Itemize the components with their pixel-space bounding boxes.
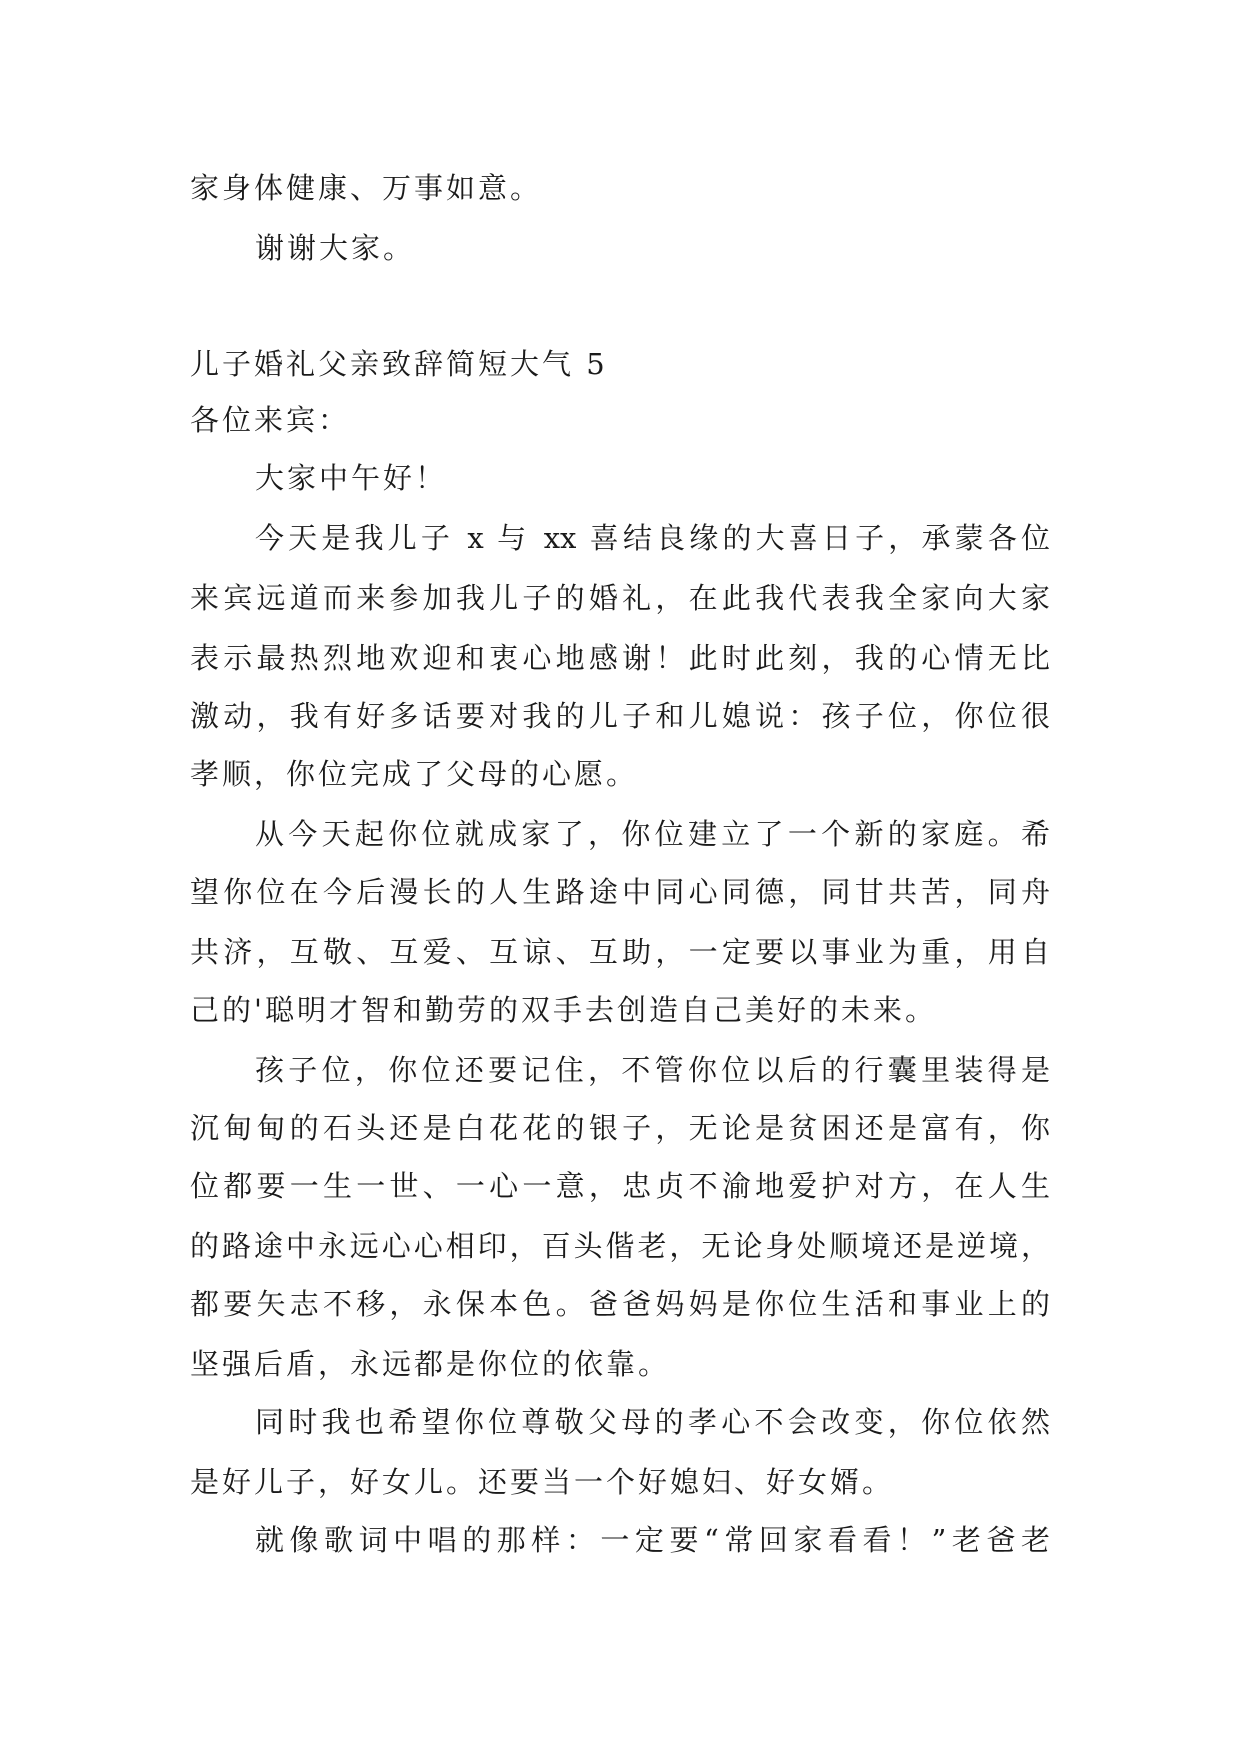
text-line: 激动，我有好多话要对我的儿子和儿媳说：孩子位，你位很 — [190, 699, 1050, 733]
text-line: 孩子位，你位还要记住，不管你位以后的行囊里装得是 — [255, 1053, 1050, 1087]
text-line: 今天是我儿子 x 与 xx 喜结良缘的大喜日子，承蒙各位 — [255, 521, 1050, 555]
text-line: 就像歌词中唱的那样：一定要“常回家看看！”老爸老 — [255, 1523, 1050, 1557]
text-line: 位都要一生一世、一心一意，忠贞不渝地爱护对方，在人生 — [190, 1169, 1050, 1203]
text-line: 谢谢大家。 — [255, 231, 416, 265]
text-line: 坚强后盾，永远都是你位的依靠。 — [190, 1347, 671, 1381]
text-line: 表示最热烈地欢迎和衷心地感谢！此时此刻，我的心情无比 — [190, 641, 1050, 675]
text-line: 共济，互敬、互爱、互谅、互助，一定要以事业为重，用自 — [190, 935, 1050, 969]
text-line: 望你位在今后漫长的人生路途中同心同德，同甘共苦，同舟 — [190, 875, 1050, 909]
text-line: 同时我也希望你位尊敬父母的孝心不会改变，你位依然 — [255, 1405, 1050, 1439]
text-line: 孝顺，你位完成了父母的心愿。 — [190, 757, 639, 791]
text-line: 己的'聪明才智和勤劳的双手去创造自己美好的未来。 — [190, 993, 937, 1027]
text-line: 从今天起你位就成家了，你位建立了一个新的家庭。希 — [255, 817, 1050, 851]
text-line: 沉甸甸的石头还是白花花的银子，无论是贫困还是富有，你 — [190, 1111, 1050, 1145]
text-line: 来宾远道而来参加我儿子的婚礼，在此我代表我全家向大家 — [190, 581, 1050, 615]
text-line: 大家中午好！ — [255, 461, 448, 495]
text-line: 家身体健康、万事如意。 — [190, 171, 543, 205]
text-line: 都要矢志不移，永保本色。爸爸妈妈是你位生活和事业上的 — [190, 1287, 1050, 1321]
text-line: 的路途中永远心心相印，百头偕老，无论身处顺境还是逆境， — [190, 1229, 1050, 1263]
text-line: 是好儿子，好女儿。还要当一个好媳妇、好女婿。 — [190, 1465, 895, 1499]
salutation: 各位来宾： — [190, 403, 351, 437]
section-title: 儿子婚礼父亲致辞简短大气 5 — [190, 347, 608, 381]
